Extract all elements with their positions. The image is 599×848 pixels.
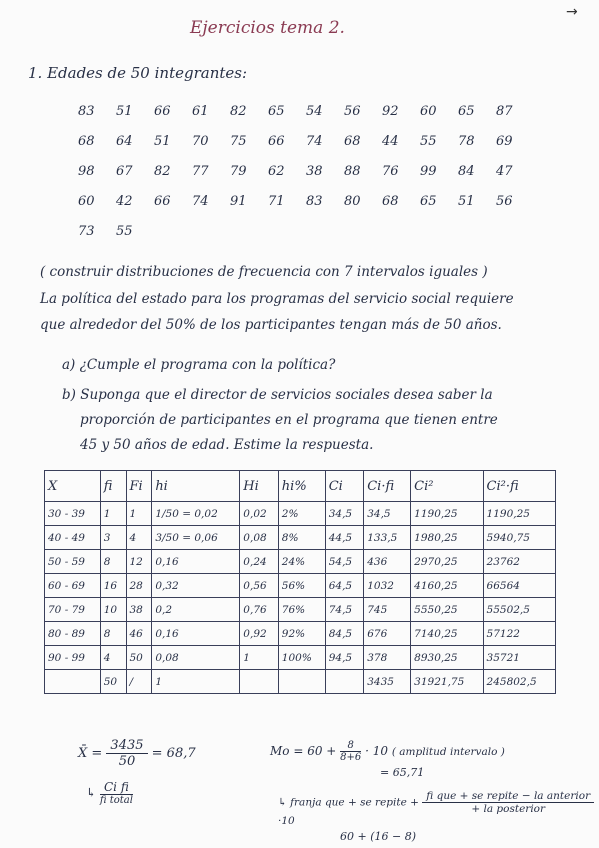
age-value: 54 [306, 103, 323, 119]
table-cell: 0,32 [152, 574, 240, 598]
age-value: 74 [192, 193, 209, 209]
table-cell: 4160,25 [411, 574, 483, 598]
table-cell: 44,5 [325, 526, 364, 550]
table-cell: 54,5 [325, 550, 364, 574]
table-cell: 90 - 99 [45, 646, 101, 670]
col-header: hi [152, 471, 240, 502]
age-value: 38 [306, 163, 323, 179]
table-cell: 4 [100, 646, 126, 670]
table-cell: 60 - 69 [45, 574, 101, 598]
mode-result: = 65,71 [380, 766, 425, 779]
age-value: 98 [78, 163, 95, 179]
col-header: hi% [278, 471, 325, 502]
age-value: 99 [420, 163, 437, 179]
age-value: 51 [154, 133, 171, 149]
age-value: 70 [192, 133, 209, 149]
policy-line-1: La política del estado para los programas del servicio social requiere [40, 291, 514, 307]
ages-row-5 [78, 216, 538, 246]
age-value: 69 [496, 133, 513, 149]
table-cell: 92% [278, 622, 325, 646]
table-cell: 57122 [483, 622, 555, 646]
col-header: X [45, 471, 101, 502]
table-cell: 1980,25 [411, 526, 483, 550]
table-cell: 16 [100, 574, 126, 598]
age-value: 82 [230, 103, 247, 119]
table-cell: 0,02 [240, 502, 279, 526]
question-b-line-3: 45 y 50 años de edad. Estime la respuesta. [80, 437, 374, 453]
ages-list [78, 96, 538, 246]
table-cell: 34,5 [364, 502, 411, 526]
table-row [45, 526, 556, 550]
table-cell [45, 670, 101, 694]
table-cell: / [126, 670, 152, 694]
table-cell: 133,5 [364, 526, 411, 550]
age-value: 51 [116, 103, 133, 119]
age-value: 76 [382, 163, 399, 179]
table-cell: 70 - 79 [45, 598, 101, 622]
mean-note-arrow-icon: ↳ [86, 785, 97, 800]
age-value: 65 [268, 103, 285, 119]
table-cell: 3 [100, 526, 126, 550]
age-value: 42 [116, 193, 133, 209]
table-cell: 40 - 49 [45, 526, 101, 550]
question-a: a) ¿Cumple el programa con la política? [62, 357, 336, 373]
table-totals-row [45, 670, 556, 694]
age-value: 83 [78, 103, 95, 119]
table-cell: 1032 [364, 574, 411, 598]
total-fi: 50 [100, 670, 126, 694]
table-cell: 94,5 [325, 646, 364, 670]
age-value: 92 [382, 103, 399, 119]
table-row [45, 550, 556, 574]
table-cell [240, 670, 279, 694]
question-b-line-1: b) Suponga que el director de servicios sociales desea saber la [62, 387, 493, 403]
total-hi: 1 [152, 670, 240, 694]
age-value: 64 [116, 133, 133, 149]
mean-note-fraction [100, 780, 133, 806]
table-cell: 76% [278, 598, 325, 622]
mode-lhs: Mo = 60 + [270, 744, 337, 758]
table-cell: 1 [126, 502, 152, 526]
mean-denominator: 50 [118, 754, 136, 769]
ages-row-3 [78, 156, 538, 186]
ages-row-4 [78, 186, 538, 216]
table-cell: 0,16 [152, 550, 240, 574]
table-cell: 4 [126, 526, 152, 550]
table-row [45, 622, 556, 646]
mode-denominator: 8+6 [340, 752, 362, 763]
age-value: 56 [344, 103, 361, 119]
page-title: Ejercicios tema 2. [190, 18, 345, 38]
age-value: 60 [420, 103, 437, 119]
table-row [45, 502, 556, 526]
table-cell: 0,2 [152, 598, 240, 622]
age-value: 61 [192, 103, 209, 119]
age-value: 67 [116, 163, 133, 179]
table-cell: 2970,25 [411, 550, 483, 574]
mean-note [86, 780, 133, 806]
table-cell: 10 [100, 598, 126, 622]
table-cell: 8 [100, 622, 126, 646]
age-value: 66 [154, 193, 171, 209]
ages-row-2 [78, 126, 538, 156]
table-cell: 74,5 [325, 598, 364, 622]
table-cell: 3/50 = 0,06 [152, 526, 240, 550]
total-cifi: 3435 [364, 670, 411, 694]
mean-symbol: X̄ = [78, 746, 103, 761]
age-value: 78 [458, 133, 475, 149]
table-cell [325, 670, 364, 694]
table-cell: 50 - 59 [45, 550, 101, 574]
table-cell: 1 [240, 646, 279, 670]
mode-formula [270, 740, 505, 763]
mean-numerator: 3435 [106, 738, 147, 754]
mode-note: ( amplitud intervalo ) [391, 746, 505, 758]
table-cell: 34,5 [325, 502, 364, 526]
age-value: 83 [306, 193, 323, 209]
age-value: 73 [78, 223, 95, 239]
col-header: fi [100, 471, 126, 502]
table-cell: 2% [278, 502, 325, 526]
table-cell: 12 [126, 550, 152, 574]
age-value: 82 [154, 163, 171, 179]
age-value: 55 [420, 133, 437, 149]
table-row [45, 574, 556, 598]
mean-result: = 68,7 [151, 746, 196, 761]
table-cell: 378 [364, 646, 411, 670]
mode-tail: · 10 [365, 744, 389, 758]
table-header-row [45, 471, 556, 502]
question-b-line-2: proporción de participantes en el programa que tienen entre [80, 412, 498, 428]
mode-explanation-x10: ·10 [278, 815, 295, 827]
total-ci2fi: 245802,5 [483, 670, 555, 694]
age-value: 47 [496, 163, 513, 179]
age-value: 68 [344, 133, 361, 149]
age-value: 84 [458, 163, 475, 179]
ages-row-1 [78, 96, 538, 126]
age-value: 51 [458, 193, 475, 209]
table-cell: 1190,25 [483, 502, 555, 526]
col-header: Ci [325, 471, 364, 502]
table-cell: 7140,25 [411, 622, 483, 646]
table-row [45, 646, 556, 670]
table-cell: 1190,25 [411, 502, 483, 526]
table-cell: 64,5 [325, 574, 364, 598]
table-cell: 0,92 [240, 622, 279, 646]
table-cell: 80 - 89 [45, 622, 101, 646]
table-cell: 23762 [483, 550, 555, 574]
table-cell: 28 [126, 574, 152, 598]
age-value: 75 [230, 133, 247, 149]
mode-explanation-numerator: fi que + se repite − la anterior [422, 790, 594, 803]
mode-explanation-arrow-icon: ↳ [278, 796, 287, 809]
age-value: 79 [230, 163, 247, 179]
table-cell: 84,5 [325, 622, 364, 646]
question-1-heading: 1. Edades de 50 integrantes: [28, 64, 248, 82]
age-value: 62 [268, 163, 285, 179]
instruction-line: ( construir distribuciones de frecuencia con 7 intervalos iguales ) [40, 264, 488, 280]
table-cell: 5550,25 [411, 598, 483, 622]
age-value: 66 [154, 103, 171, 119]
table-cell: 0,76 [240, 598, 279, 622]
table-cell: 8 [100, 550, 126, 574]
table-cell: 66564 [483, 574, 555, 598]
table-cell: 35721 [483, 646, 555, 670]
table-cell: 0,24 [240, 550, 279, 574]
table-cell: 5940,75 [483, 526, 555, 550]
col-header: Fi [126, 471, 152, 502]
age-value: 68 [78, 133, 95, 149]
age-value: 60 [78, 193, 95, 209]
age-value: 74 [306, 133, 323, 149]
table-cell: 50 [126, 646, 152, 670]
age-value: 66 [268, 133, 285, 149]
age-value: 87 [496, 103, 513, 119]
col-header: Hi [240, 471, 279, 502]
table-cell: 55502,5 [483, 598, 555, 622]
table-cell: 100% [278, 646, 325, 670]
table-cell: 1 [100, 502, 126, 526]
table-cell [278, 670, 325, 694]
table-cell: 0,08 [240, 526, 279, 550]
age-value: 55 [116, 223, 133, 239]
col-header: Ci·fi [364, 471, 411, 502]
table-cell: 0,08 [152, 646, 240, 670]
table-cell: 30 - 39 [45, 502, 101, 526]
age-value: 80 [344, 193, 361, 209]
age-value: 65 [458, 103, 475, 119]
corner-arrow-icon: → [566, 4, 578, 20]
mean-formula [78, 738, 196, 769]
table-cell: 0,16 [152, 622, 240, 646]
age-value: 91 [230, 193, 247, 209]
table-cell: 676 [364, 622, 411, 646]
mode-explanation-lhs: franja que + se repite + [290, 796, 419, 809]
mean-note-numerator: Ci fi [100, 780, 133, 795]
table-cell: 1/50 = 0,02 [152, 502, 240, 526]
table-cell: 436 [364, 550, 411, 574]
table-row [45, 598, 556, 622]
table-cell: 38 [126, 598, 152, 622]
mean-note-denominator: fi total [99, 795, 133, 806]
table-cell: 8% [278, 526, 325, 550]
age-value: 88 [344, 163, 361, 179]
col-header: Ci²·fi [483, 471, 555, 502]
total-ci2: 31921,75 [411, 670, 483, 694]
col-header: Ci² [411, 471, 483, 502]
table-cell: 745 [364, 598, 411, 622]
mode-explanation-fraction [422, 790, 594, 815]
age-value: 44 [382, 133, 399, 149]
mode-explanation [278, 790, 599, 827]
table-cell: 0,56 [240, 574, 279, 598]
age-value: 68 [382, 193, 399, 209]
mode-explanation-denominator: + la posterior [471, 803, 546, 815]
age-value: 71 [268, 193, 285, 209]
table-cell: 46 [126, 622, 152, 646]
mode-fraction [340, 740, 361, 763]
table-cell: 56% [278, 574, 325, 598]
age-value: 56 [496, 193, 513, 209]
table-cell: 8930,25 [411, 646, 483, 670]
age-value: 65 [420, 193, 437, 209]
mode-numerator: 8 [340, 740, 361, 752]
table-cell: 24% [278, 550, 325, 574]
age-value: 77 [192, 163, 209, 179]
mode-partial-calc: 60 + (16 − 8) [340, 830, 416, 843]
frequency-table [44, 470, 556, 694]
policy-line-2: que alrededor del 50% de los participantes tengan más de 50 años. [40, 317, 502, 333]
mean-fraction [106, 738, 147, 769]
